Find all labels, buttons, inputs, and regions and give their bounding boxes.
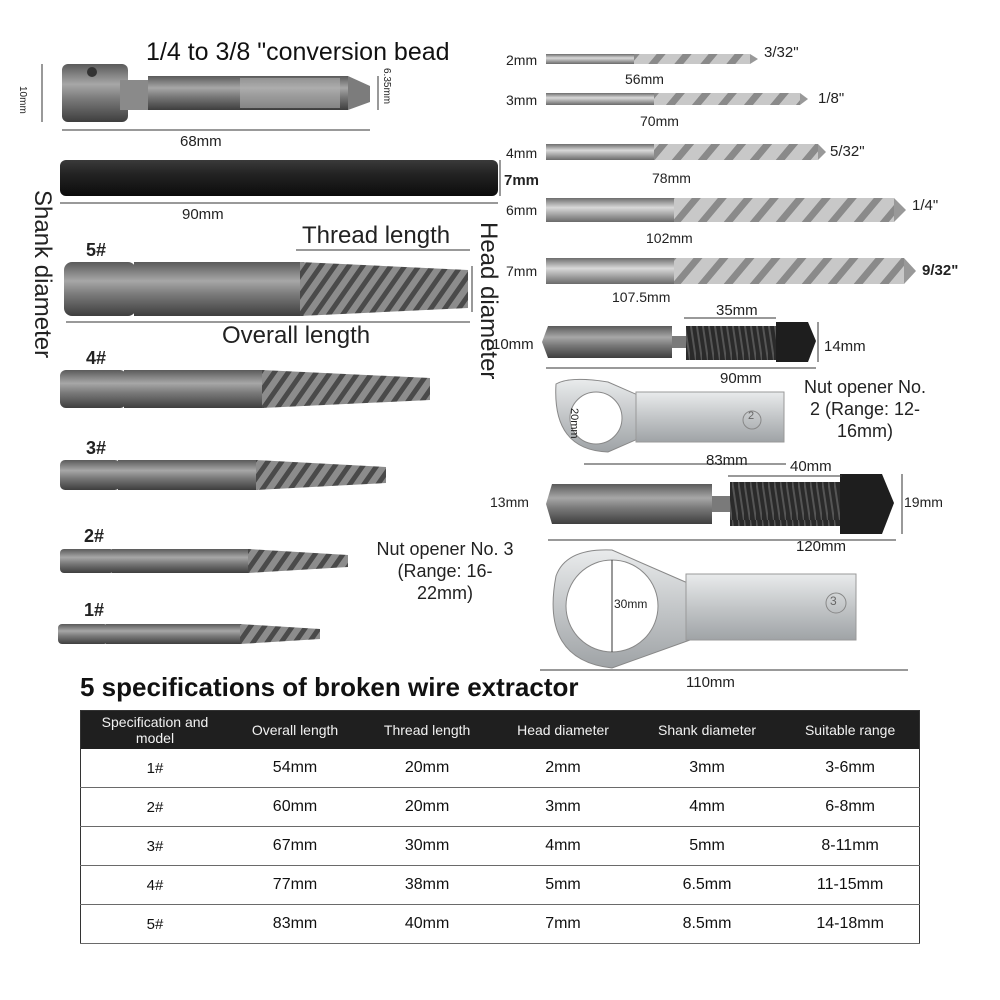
adapter-right-dim: 6.35mm [381,68,392,105]
nut-opener-2-length: 83mm [706,452,748,469]
nut-opener-3-inner: 30mm [614,597,648,611]
specs-title: 5 specifications of broken wire extractor [80,672,579,702]
rod-dim: 7mm [504,172,540,189]
cell-thread-length: 38mm [361,866,493,905]
extractor-3-image [60,460,386,490]
cell-head-diameter: 2mm [493,749,633,788]
thread-length-label: Thread length [302,222,451,249]
bolt-small-thread: 35mm [716,302,758,319]
cell-head-diameter: 5mm [493,866,633,905]
drill-3-length: 78mm [652,170,691,186]
overall-length-label: Overall length [222,322,371,349]
head-diameter-label: Head diameter [475,222,502,380]
drill-4-length: 102mm [646,230,693,246]
adapter-left-dim: 10mm [17,86,28,114]
cell-overall-length: 60mm [229,788,361,827]
cell-model: 1# [81,749,230,788]
cell-thread-length: 40mm [361,905,493,944]
bolt-large-head: 19mm [904,494,943,510]
cell-suitable-range: 14-18mm [781,905,919,944]
cell-head-diameter: 4mm [493,827,633,866]
drill-2-length: 70mm [640,113,679,129]
nut-opener-3-image [540,550,908,670]
adapter-title: 1/4 to 3/8 "conversion bead [146,38,450,66]
rod-length: 90mm [182,206,224,223]
nut-opener-2-badge: 2 [748,410,755,422]
drill-2-image [546,93,808,105]
cell-suitable-range: 6-8mm [781,788,919,827]
drill-1-length: 56mm [625,71,664,87]
cell-overall-length: 83mm [229,905,361,944]
bolt-small-head: 14mm [824,338,866,355]
drill-3-size: 4mm [506,145,538,161]
drill-4-image [546,198,906,222]
cell-overall-length: 77mm [229,866,361,905]
extractor-2-image [60,549,348,573]
drill-5-size: 7mm [506,263,538,279]
drill-3-inch: 5/32" [830,143,865,160]
bolt-large-thread: 40mm [790,458,832,475]
specs-header-row [81,711,920,750]
cell-model: 3# [81,827,230,866]
drill-1-inch: 3/32" [764,44,799,61]
table-row [81,749,920,788]
extractor-4-image [60,370,430,408]
header-model: Specification and model [81,711,230,750]
cell-thread-length: 20mm [361,749,493,788]
drill-5-inch: 9/32" [922,262,959,279]
header-suitable-range: Suitable range [781,711,919,750]
adapter-image [42,64,378,130]
nut-opener-3-length: 110mm [686,674,735,691]
header-shank-diameter: Shank diameter [633,711,781,750]
cell-suitable-range: 3-6mm [781,749,919,788]
cell-model: 2# [81,788,230,827]
cell-head-diameter: 7mm [493,905,633,944]
drill-4-inch: 1/4" [912,197,939,214]
header-head-diameter: Head diameter [493,711,633,750]
bolt-large-length: 120mm [796,538,847,555]
table-row [81,905,920,944]
model-1-label: 1# [84,600,105,620]
cell-shank-diameter: 6.5mm [633,866,781,905]
bolt-large-left-dim: 13mm [490,494,529,510]
nut-opener-3-badge: 3 [830,594,837,608]
table-row [81,788,920,827]
cell-model: 4# [81,866,230,905]
adapter-length: 68mm [180,133,222,150]
cell-shank-diameter: 8.5mm [633,905,781,944]
cell-shank-diameter: 5mm [633,827,781,866]
cell-shank-diameter: 3mm [633,749,781,788]
model-5-label: 5# [86,240,107,260]
drill-2-size: 3mm [506,92,538,108]
drill-3-image [546,144,826,160]
drill-2-inch: 1/8" [818,90,845,107]
cell-overall-length: 54mm [229,749,361,788]
model-4-label: 4# [86,348,107,368]
header-overall-length: Overall length [229,711,361,750]
cell-thread-length: 20mm [361,788,493,827]
drill-5-length: 107.5mm [612,289,671,305]
cell-head-diameter: 3mm [493,788,633,827]
bolt-small-length: 90mm [720,370,762,387]
cell-suitable-range: 8-11mm [781,827,919,866]
cell-shank-diameter: 4mm [633,788,781,827]
extractor-1-image [58,624,320,644]
model-2-label: 2# [84,526,105,546]
drill-1-size: 2mm [506,52,538,68]
table-row [81,827,920,866]
cell-thread-length: 30mm [361,827,493,866]
black-rod-image [60,160,500,203]
shank-diameter-label: Shank diameter [29,190,56,359]
specs-table [80,710,920,944]
bolt-small-left-dim: 10mm [492,336,534,353]
nut-opener-2-inner: 20mm [568,408,580,439]
cell-model: 5# [81,905,230,944]
nut-opener-3-label: Nut opener No. 3 (Range: 16-22mm) [376,539,514,603]
drill-5-image [546,258,916,284]
header-thread-length: Thread length [361,711,493,750]
nut-opener-2-label: Nut opener No. 2 (Range: 12-16mm) [803,377,927,441]
bolt-large-image [546,474,902,540]
drill-4-size: 6mm [506,202,538,218]
table-row [81,866,920,905]
model-3-label: 3# [86,438,107,458]
cell-overall-length: 67mm [229,827,361,866]
cell-suitable-range: 11-15mm [781,866,919,905]
extractor-5-image [64,250,472,322]
bolt-small-image [542,318,818,368]
drill-1-image [546,54,758,64]
